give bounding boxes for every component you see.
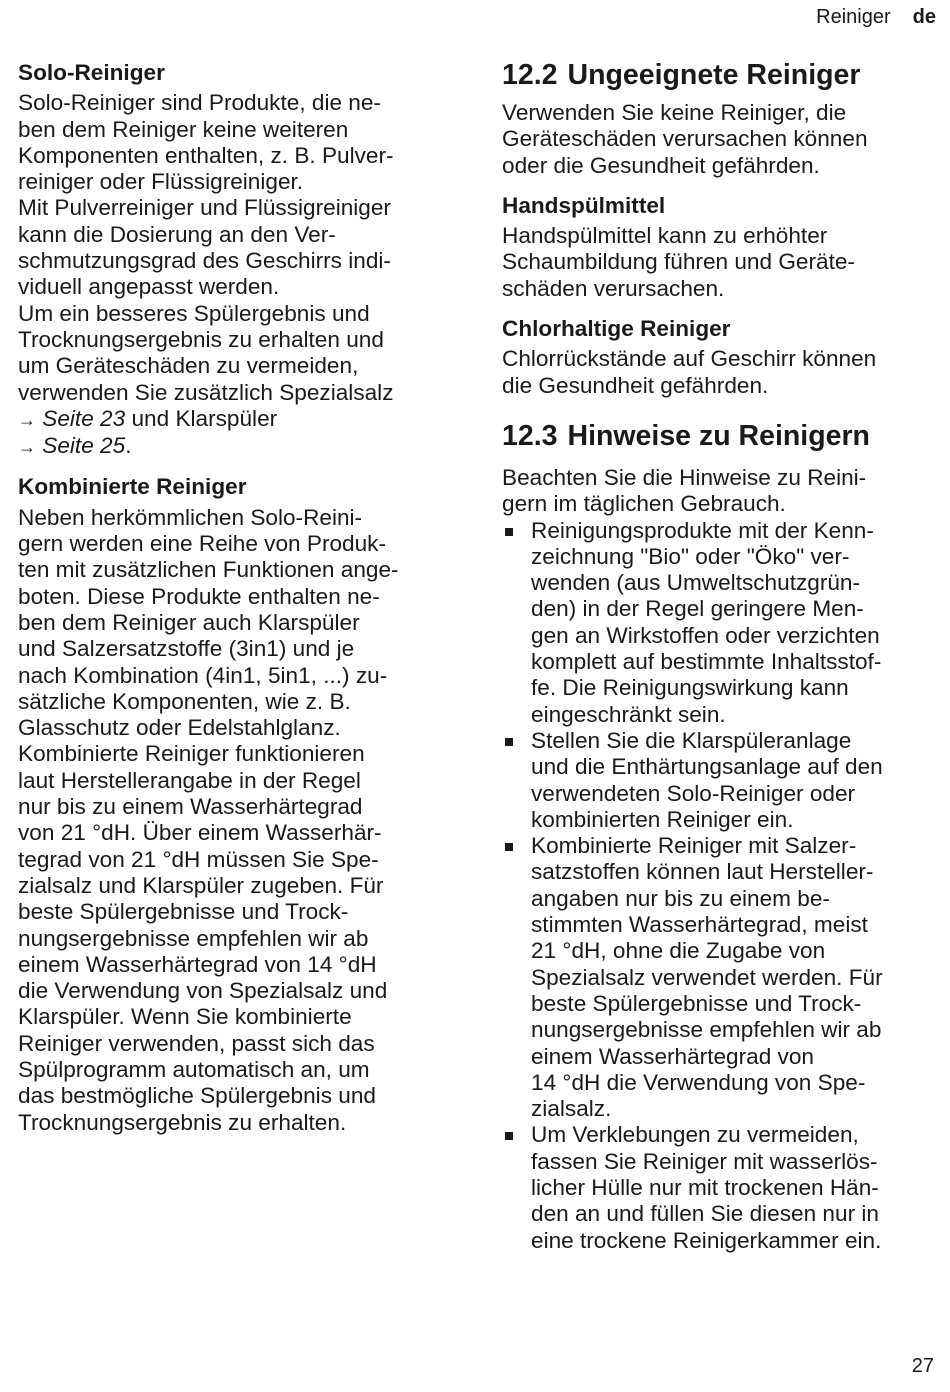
text-line: ben dem Reiniger keine weiteren — [18, 116, 349, 142]
section-title: Ungeeignete Reiniger — [567, 59, 861, 91]
text-line: komplett auf bestimmte Inhaltsstof- — [531, 649, 882, 675]
text-line: einem Wasserhärtegrad von — [531, 1043, 814, 1069]
section-heading-12-3 — [502, 419, 938, 453]
left-column — [18, 56, 458, 1136]
text-line: Trocknungsergebnis zu erhalten. — [18, 1109, 347, 1135]
text-line: laut Herstellerangabe in der Regel — [18, 767, 361, 793]
list-item — [502, 833, 938, 1122]
chlorhaltige-reiniger-text — [502, 346, 938, 399]
section-number: 12.2 — [502, 59, 558, 91]
text-line: boten. Diese Produkte enthalten ne- — [18, 583, 380, 609]
text-line: Stellen Sie die Klarspüleranlage — [531, 727, 852, 753]
kombinierte-reiniger-text — [18, 505, 458, 1136]
arrow-right-icon: → — [18, 437, 36, 458]
section-heading-12-2 — [502, 58, 938, 92]
text-line: tegrad von 21 °dH müssen Sie Spe- — [18, 846, 379, 872]
text-line: Glasschutz oder Edelstahlglanz. — [18, 715, 341, 741]
text-line: eine trockene Reinigerkammer ein. — [531, 1227, 882, 1253]
text-line: eingeschränkt sein. — [531, 701, 726, 727]
page-reference-25 — [18, 433, 458, 460]
text-line: zialsalz. — [531, 1096, 612, 1122]
text-line: Kombinierte Reiniger funktionieren — [18, 741, 365, 767]
section-number: 12.3 — [502, 419, 558, 452]
text-line: verwendeten Solo-Reiniger oder — [531, 780, 856, 806]
text-line: zeichnung "Bio" oder "Öko" ver- — [531, 543, 850, 569]
text-line: nur bis zu einem Wasserhärtegrad — [18, 794, 363, 820]
page-reference-23 — [18, 406, 458, 433]
text-line: licher Hülle nur mit trockenen Hän- — [531, 1174, 879, 1200]
text-line: reiniger oder Flüssigreiniger. — [18, 169, 304, 195]
text-line: Um ein besseres Spülergebnis und — [18, 300, 370, 326]
text-line: sätzliche Komponenten, wie z. B. — [18, 688, 351, 714]
text-line: ten mit zusätzlichen Funktionen ange- — [18, 557, 399, 583]
text-line: um Geräteschäden zu vermeiden, — [18, 353, 359, 379]
square-bullet-icon — [505, 843, 513, 851]
text-line: angaben nur bis zu einem be- — [531, 885, 830, 911]
text-line: nungsergebnisse empfehlen wir ab — [531, 1017, 882, 1043]
hint-list — [502, 518, 938, 1254]
heading-solo-reiniger: Solo-Reiniger — [18, 60, 165, 85]
text-line: Chlorrückstände auf Geschirr können — [502, 346, 877, 372]
text-line: den) in der Regel geringere Men- — [531, 596, 864, 622]
page-header — [816, 6, 936, 29]
text-line: die Verwendung von Spezialsalz und — [18, 978, 388, 1004]
section-12-3-text — [502, 465, 938, 518]
text-line: 21 °dH, ohne die Zugabe von — [531, 938, 826, 964]
text-line: Spezialsalz verwendet werden. Für — [531, 964, 883, 990]
text-line: 14 °dH die Verwendung von Spe- — [531, 1069, 866, 1095]
text-line: kombinierten Reiniger ein. — [531, 806, 794, 832]
text-line: von 21 °dH. Über einem Wasserhär- — [18, 820, 382, 846]
heading-handspuelmittel: Handspülmittel — [502, 192, 666, 218]
heading-chlorhaltige-reiniger: Chlorhaltige Reiniger — [502, 316, 731, 342]
reference-text: und Klarspüler — [125, 405, 278, 431]
text-line: Reinigungsprodukte mit der Kenn- — [531, 517, 874, 543]
list-item — [502, 1122, 938, 1253]
text-line: die Gesundheit gefährden. — [502, 372, 769, 398]
text-line: viduell angepasst werden. — [18, 274, 280, 300]
text-line: schäden verursachen. — [502, 275, 725, 301]
square-bullet-icon — [505, 1132, 513, 1140]
text-line: gern im täglichen Gebrauch. — [502, 491, 786, 517]
handspuelmittel-text — [502, 223, 938, 302]
page-link-23[interactable]: Seite 23 — [42, 405, 126, 431]
text-line: beste Spülergebnisse und Trock- — [18, 899, 349, 925]
text-line: Kombinierte Reiniger mit Salzer- — [531, 833, 857, 859]
page-link-25[interactable]: Seite 25 — [42, 433, 126, 459]
text-line: beste Spülergebnisse und Trock- — [531, 990, 862, 1016]
text-line: nach Kombination (4in1, 5in1, ...) zu- — [18, 662, 388, 688]
text-line: Geräteschäden verursachen können — [502, 126, 868, 152]
text-line: schmutzungsgrad des Geschirrs indi- — [18, 248, 391, 274]
text-line: fe. Die Reinigungswirkung kann — [531, 675, 849, 701]
text-line: Handspülmittel kann zu erhöhter — [502, 223, 828, 249]
text-line: Neben herkömmlichen Solo-Reini- — [18, 504, 363, 530]
text-line: Spülprogramm automatisch an, um — [18, 1056, 370, 1082]
heading-kombinierte-reiniger: Kombinierte Reiniger — [18, 474, 247, 500]
section-title: Hinweise zu Reinigern — [567, 419, 870, 452]
square-bullet-icon — [505, 738, 513, 746]
text-line: gen an Wirkstoffen oder verzichten — [531, 622, 880, 648]
text-line: und die Enthärtungsanlage auf den — [531, 754, 883, 780]
text-line: nungsergebnisse empfehlen wir ab — [18, 925, 369, 951]
text-line: Schaumbildung führen und Geräte- — [502, 249, 855, 275]
text-line: den an und füllen Sie diesen nur in — [531, 1201, 879, 1227]
text-line: Trocknungsergebnis zu erhalten und — [18, 326, 384, 352]
text-line: Solo-Reiniger sind Produkte, die ne- — [18, 90, 381, 116]
arrow-right-icon: → — [18, 409, 36, 430]
text-line: stimmten Wasserhärtegrad, meist — [531, 912, 868, 938]
reference-text: . — [125, 433, 132, 459]
list-item — [502, 518, 938, 728]
text-line: und Salzersatzstoffe (3in1) und je — [18, 636, 355, 662]
solo-reiniger-text — [18, 90, 458, 460]
right-column — [502, 56, 938, 1254]
text-line: satzstoffen können laut Hersteller- — [531, 859, 874, 885]
header-language: de — [912, 6, 936, 28]
text-line: Mit Pulverreiniger und Flüssigreiniger — [18, 195, 391, 221]
list-item — [502, 728, 938, 833]
text-line: Komponenten enthalten, z. B. Pulver- — [18, 142, 394, 168]
text-line: oder die Gesundheit gefährden. — [502, 152, 820, 178]
text-line: Reiniger verwenden, passt sich das — [18, 1030, 375, 1056]
text-line: einem Wasserhärtegrad von 14 °dH — [18, 951, 377, 977]
text-line: zialsalz und Klarspüler zugeben. Für — [18, 872, 384, 898]
section-12-2-text — [502, 100, 938, 179]
text-line: fassen Sie Reiniger mit wasserlös- — [531, 1148, 878, 1174]
text-line: wenden (aus Umweltschutzgrün- — [531, 570, 861, 596]
text-line: Klarspüler. Wenn Sie kombinierte — [18, 1004, 352, 1030]
header-section-title: Reiniger — [816, 6, 891, 28]
square-bullet-icon — [505, 528, 513, 536]
text-line: Verwenden Sie keine Reiniger, die — [502, 100, 847, 125]
page-number: 27 — [911, 1355, 934, 1377]
text-line: Um Verklebungen zu vermeiden, — [531, 1122, 859, 1148]
text-line: Beachten Sie die Hinweise zu Reini- — [502, 464, 867, 490]
text-line: kann die Dosierung an den Ver- — [18, 221, 336, 247]
text-line: gern werden eine Reihe von Produk- — [18, 531, 386, 557]
text-line: das bestmögliche Spülergebnis und — [18, 1083, 376, 1109]
text-line: ben dem Reiniger auch Klarspüler — [18, 609, 360, 635]
text-line: verwenden Sie zusätzlich Spezialsalz — [18, 379, 394, 405]
